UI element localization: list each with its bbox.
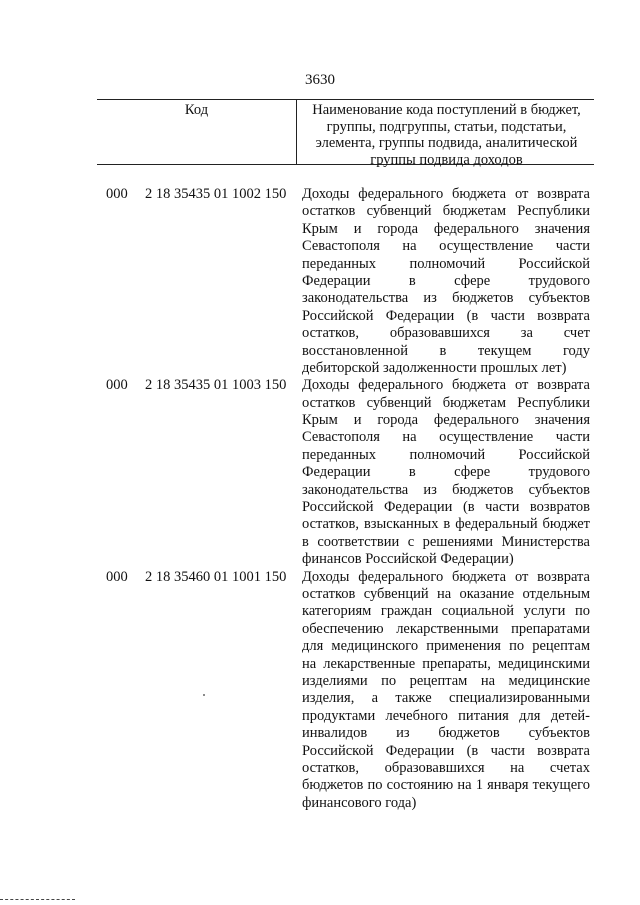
description-line: остатков субвенций на оказание отдельным [302,585,590,602]
description-line: Севастополя на осуществление части [302,429,590,446]
description-line: остатков субвенций бюджетам Республики [302,203,590,220]
header-name-column [297,100,594,168]
description-line: категориям граждан социальной услуги по [302,603,590,620]
description-line: Российской Федерации (в части возврата [302,742,590,759]
header-name-line: группы подвида доходов [370,151,523,168]
row-admin-code: 000 [106,377,128,394]
scan-speck [203,694,205,696]
description-line: финансов Российской Федерации) [302,551,514,568]
description-line: Крым и города федерального значения [302,220,590,237]
description-line: Федерации в сфере трудового [302,272,590,289]
table-body [0,186,640,812]
description-line: инвалидов из бюджетов субъектов [302,725,590,742]
description-line: законодательства из бюджетов субъектов [302,290,590,307]
description-line: на лекарственные препараты, медицинскими [302,655,590,672]
description-line: законодательства из бюджетов субъектов [302,481,590,498]
description-line: изделиями по рецептам на медицинские [302,672,590,689]
row-admin-code: 000 [106,186,128,202]
page-number: 3630 [305,72,335,88]
description-line: Доходы федерального бюджета от возврата [302,377,590,394]
description-line: изделия, а также специализированными [302,690,590,707]
description-line: Федерации в сфере трудового [302,464,590,481]
table-header [97,99,594,168]
header-code-column: Код [97,100,297,164]
description-line: переданных полномочий Российской [302,255,590,272]
table-row [0,377,640,568]
description-line: Доходы федерального бюджета от возврата [302,186,590,202]
description-line: восстановленной в текущем году [302,342,590,359]
description-line: для медицинского применения по рецептам [302,638,590,655]
scan-footer-marks [0,899,75,902]
description-line: финансового года) [302,794,417,811]
description-line: Российской Федерации (в части возвратов [302,499,590,516]
description-line: Российской Федерации (в части возврата [302,307,590,324]
description-line: дебиторской задолженности прошлых лет) [302,359,567,376]
row-admin-code: 000 [106,568,128,585]
description-line: обеспечению лекарственными препаратами [302,620,590,637]
header-name-line: группы, подгруппы, статьи, подстатьи, [326,118,567,135]
table-row [0,186,640,377]
description-line: Доходы федерального бюджета от возврата [302,568,590,585]
row-revenue-code: 2 18 35460 01 1001 150 [145,568,287,585]
description-line: Крым и города федерального значения [302,412,590,429]
header-name-line: Наименование кода поступлений в бюджет, [312,102,581,118]
description-line: остатков, образовавшихся за счет [302,325,590,342]
row-description [302,569,590,812]
header-name-line: элемента, группы подвида, аналитической [315,135,578,151]
description-line: остатков субвенций бюджетам Республики [302,394,590,411]
description-line: бюджетов по состоянию на 1 января текущего [302,777,590,794]
description-line: остатков, образовавшихся на счетах [302,759,590,776]
table-row [0,569,640,812]
description-line: продуктами лечебного питания для детей- [302,707,590,724]
row-revenue-code: 2 18 35435 01 1002 150 [145,186,287,202]
description-line: Севастополя на осуществление части [302,238,590,255]
row-description [302,377,590,568]
description-line: в соответствии с решениями Министерства [302,533,590,550]
row-revenue-code: 2 18 35435 01 1003 150 [145,377,287,394]
description-line: переданных полномочий Российской [302,446,590,463]
row-description [302,186,590,377]
description-line: остатков, взысканных в федеральный бюджет [302,516,590,533]
